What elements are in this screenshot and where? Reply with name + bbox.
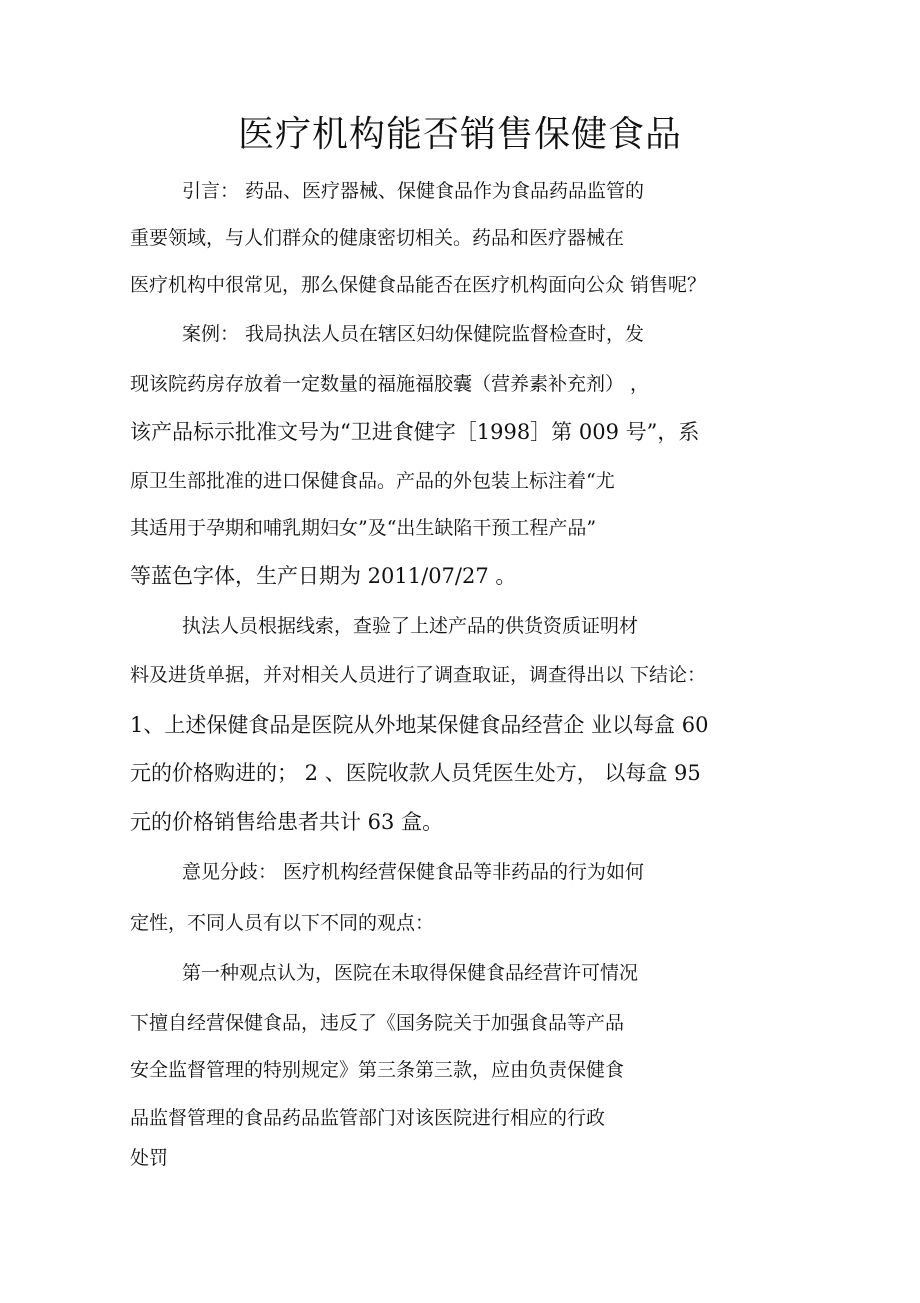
paragraph-line: 定性，不同人员有以下不同的观点： (130, 912, 435, 934)
intro-line: 引言： 药品、医疗器械、保健食品作为食品药品监管的 (182, 180, 645, 202)
paragraph-line: 重要领域，与人们群众的健康密切相关。药品和医疗器械在 (130, 227, 625, 249)
paragraph-line: 医疗机构中很常见，那么保健食品能否在医疗机构面向公众 销售呢？ (130, 274, 707, 296)
paragraph-line: 处罚 (130, 1147, 169, 1169)
dispute-line: 意见分歧： 医疗机构经营保健食品等非药品的行为如何 (182, 861, 645, 883)
paragraph-line: 等蓝色字体，生产日期为 2011/07/27 。 (130, 564, 517, 588)
paragraph-line: 该产品标示批准文号为“卫进食健字［1998］第 009 号”，系 (130, 420, 700, 444)
paragraph-line: 现该院药房存放着一定数量的福施福胶囊（营养素补充剂） ， (130, 373, 650, 395)
paragraph-line: 料及进货单据，并对相关人员进行了调查取证，调查得出以 下结论： (130, 664, 707, 686)
paragraph-line: 品监督管理的食品药品监管部门对该医院进行相应的行政 (130, 1107, 606, 1129)
paragraph-line: 原卫生部批准的进口保健食品。产品的外包装上标注着“尤 (130, 470, 615, 492)
paragraph-line: 1、上述保健食品是医院从外地某保健食品经营企 业以每盒 60 (130, 713, 709, 737)
paragraph-line: 下擅自经营保健食品，违反了《国务院关于加强食品等产品 (130, 1012, 625, 1034)
paragraph-line: 安全监督管理的特别规定》第三条第三款，应由负责保健食 (130, 1059, 625, 1081)
opinion-line: 第一种观点认为，医院在未取得保健食品经营许可情况 (182, 962, 639, 984)
paragraph-line: 元的价格购进的； 2 、医院收款人员凭医生处方， 以每盒 95 (130, 761, 701, 785)
paragraph-line: 元的价格销售给患者共计 63 盒。 (130, 810, 444, 834)
paragraph-line: 其适用于孕期和哺乳期妇女”及“出生缺陷干预工程产品” (130, 517, 597, 539)
paragraph-line: 执法人员根据线索，查验了上述产品的供货资质证明材 (182, 615, 639, 637)
case-line: 案例： 我局执法人员在辖区妇幼保健院监督检查时，发 (182, 323, 645, 345)
document-title: 医疗机构能否销售保健食品 (237, 114, 682, 155)
